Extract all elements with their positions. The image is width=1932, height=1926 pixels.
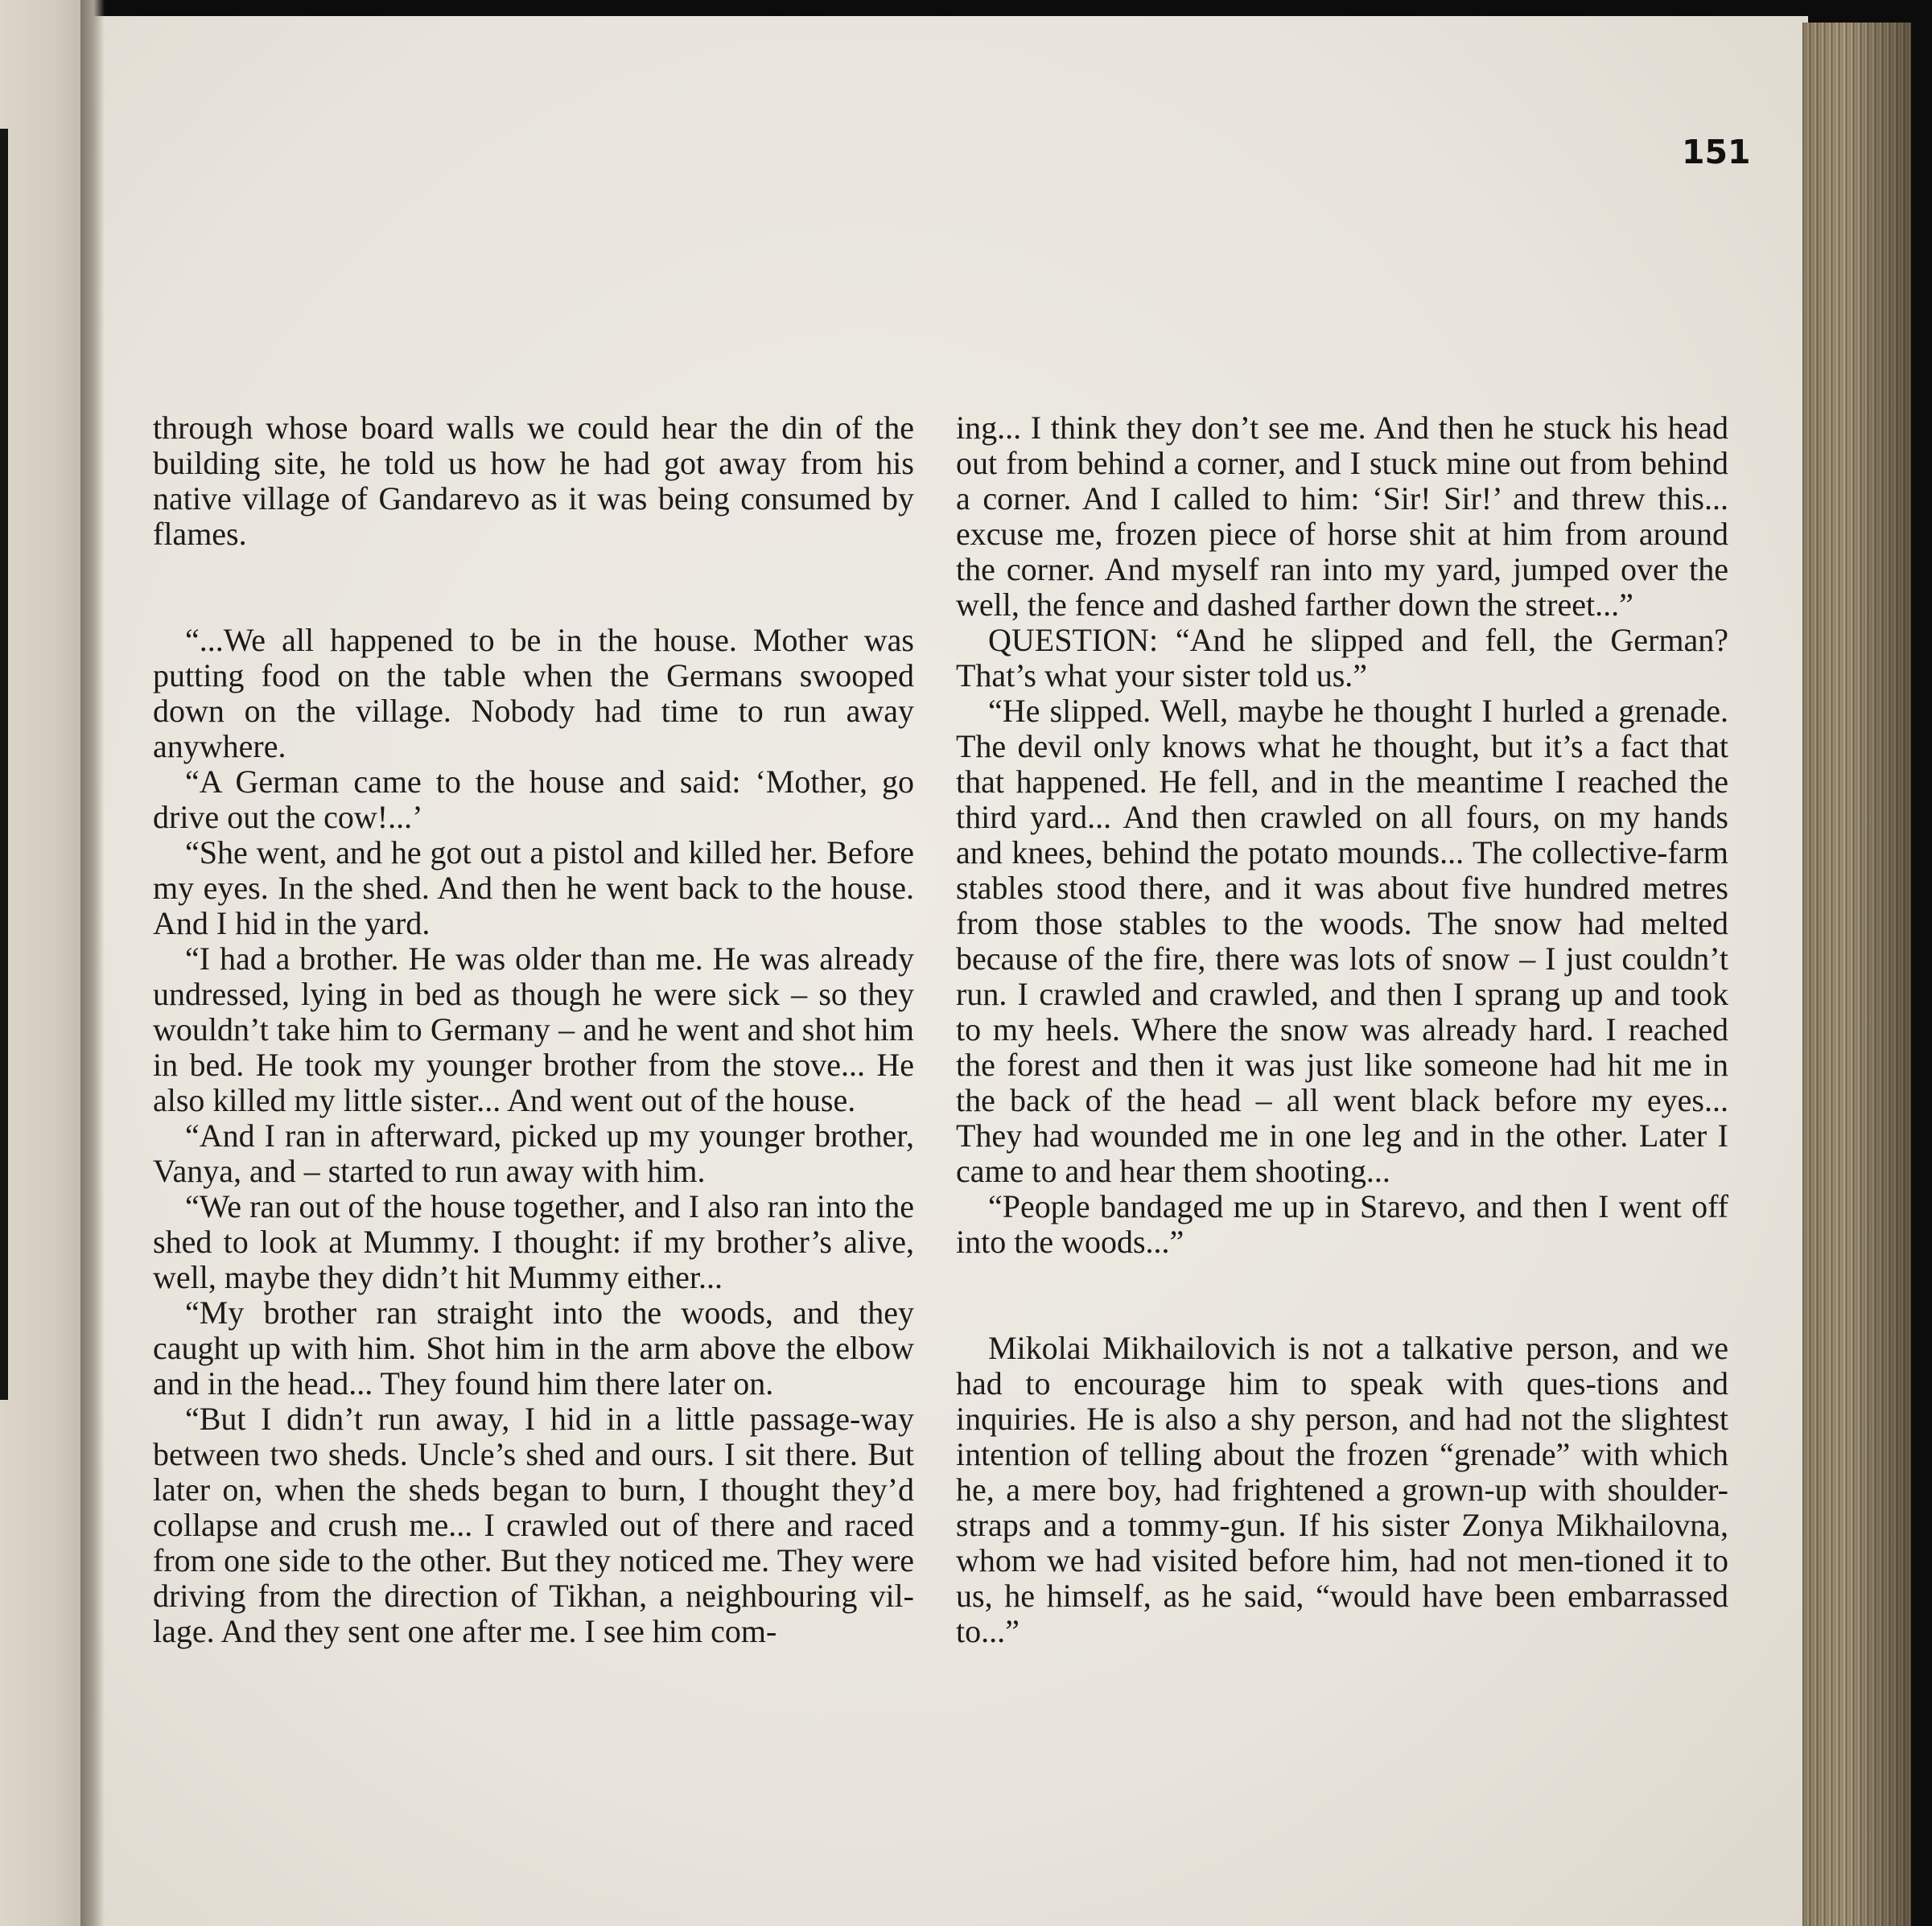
page-number: 151 [1682, 133, 1751, 171]
paragraph: “...We all happened to be in the house. Mother was putting food on the table when the Germans swooped down on the village. Nobody had time to run away anywhere. [153, 622, 914, 764]
paragraph: “She went, and he got out a pistol and killed her. Before my eyes. In the shed. And then he went back to the house. And I hid in the yard. [153, 834, 914, 941]
paragraph: “People bandaged me up in Starevo, and then I went off into the woods...” [956, 1188, 1728, 1260]
right-text-column [956, 410, 1728, 1649]
paragraph: “But I didn’t run away, I hid in a little passage-way between two sheds. Uncle’s shed and ours. I sit there. But later on, when the sheds began to burn, I thought they’d collapse and crush me... I crawled out of there and raced from one side to the other. But they noticed me. They were driving from the direction of Tikhan, a neighbouring vil-lage. And they sent one after me. I see him com- [153, 1401, 914, 1649]
paragraph: through whose board walls we could hear the din of the building site, he told us how he had got away from his native village of Gandarevo as it was being consumed by flames. [153, 409, 914, 552]
gutter-shadow [80, 0, 105, 1926]
left-text-column [153, 410, 914, 1649]
paragraph: “A German came to the house and said: ‘Mother, go drive out the cow!...’ [153, 763, 914, 835]
page-block-shading [1802, 23, 1911, 1926]
paragraph: “I had a brother. He was older than me. He was already undressed, lying in bed as though he were sick – so they wouldn’t take him to Germany – and he went and shot him in bed. He took my younger brother from the stove... He also killed my little sister... And went out of the house. [153, 940, 914, 1118]
paragraph: Mikolai Mikhailovich is not a talkative person, and we had to encourage him to speak with ques-tions and inquiries. He is also a shy person, and had not the slightest intention of telling about the frozen “grenade” with which he, a mere boy, had frightened a grown-up with shoulder-straps and a tommy-gun. If his sister Zonya Mikhailovna, whom we had visited before him, had not men-tioned it to us, he himself, as he said, “would have been embarrassed to...” [956, 1330, 1728, 1649]
paragraph: QUESTION: “And he slipped and fell, the German? That’s what your sister told us.” [956, 622, 1728, 693]
paragraph: “My brother ran straight into the woods, and they caught up with him. Shot him in the arm above the elbow and in the head... They found him there later on. [153, 1294, 914, 1401]
paragraph: “He slipped. Well, maybe he thought I hurled a grenade. The devil only knows what he thought, but it’s a fact that that happened. He fell, and in the meantime I reached the third yard... And then crawled on all fours, on my hands and knees, behind the potato mounds... The collective-farm stables stood there, and it was about five hundred metres from those stables to the woods. The snow had melted because of the fire, there was lots of snow – I just couldn’t run. I crawled and crawled, and then I sprang up and took to my heels. Where the snow was already hard. I reached the forest and then it was just like someone had hit me in the back of the head – all went black before my eyes... They had wounded me in one leg and in the other. Later I came to and hear them shooting... [956, 693, 1728, 1189]
paragraph: “And I ran in afterward, picked up my younger brother, Vanya, and – started to run away with him. [153, 1117, 914, 1189]
dark-background-strip [0, 129, 8, 1400]
paragraph: ing... I think they don’t see me. And then he stuck his head out from behind a corner, and I stuck mine out from behind a corner. And I called to him: ‘Sir! Sir!’ and threw this... excuse me, frozen piece of horse shit at him from around the corner. And myself ran into my yard, jumped over the well, the fence and dashed farther down the street...” [956, 409, 1728, 623]
paragraph: “We ran out of the house together, and I also ran into the shed to look at Mummy. I thought: if my brother’s alive, well, maybe they didn’t hit Mummy either... [153, 1188, 914, 1295]
facing-page-edge [0, 0, 93, 1926]
